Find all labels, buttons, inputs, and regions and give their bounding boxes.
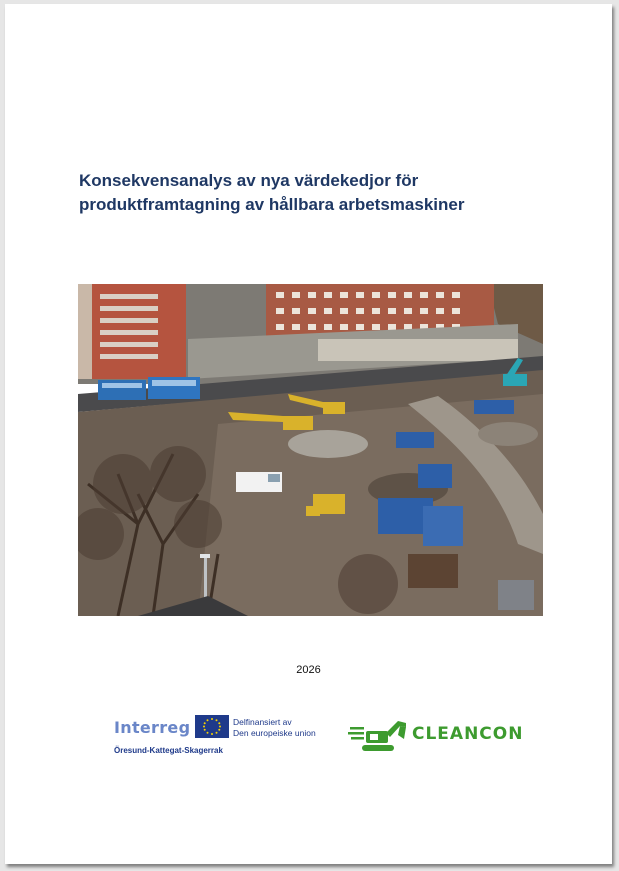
- interreg-logo-text: Interreg: [114, 718, 191, 737]
- title-line-1: Konsekvensanalys av nya värdekedjor för: [79, 171, 419, 190]
- eu-cofinanced-text: [233, 717, 316, 739]
- eu-line-2: Den europeiske union: [233, 728, 316, 738]
- cleancon-logo-text: CLEANCON: [412, 724, 524, 744]
- interreg-region: Öresund-Kattegat-Skagerrak: [114, 746, 223, 755]
- document-title: [79, 169, 559, 217]
- cover-photo: [78, 284, 543, 616]
- excavator-icon: [348, 719, 408, 753]
- publication-year: 2026: [296, 664, 321, 676]
- eu-flag-icon: [195, 715, 229, 738]
- title-line-2: produktframtagning av hållbara arbetsmaskiner: [79, 195, 465, 214]
- eu-line-1: Delfinansiert av: [233, 717, 292, 727]
- document-page: [5, 4, 612, 864]
